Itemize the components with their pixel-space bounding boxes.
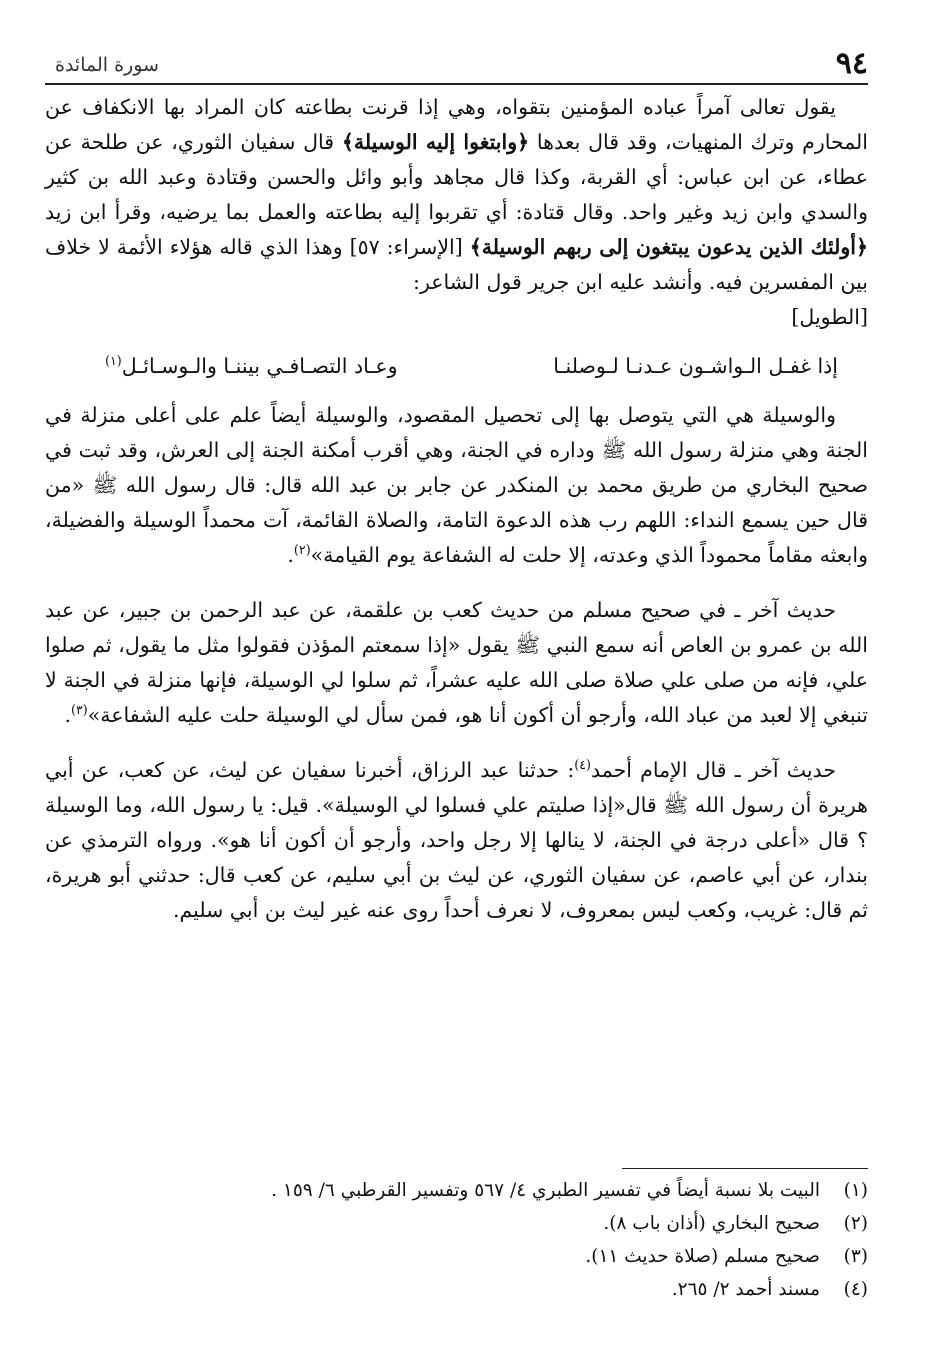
footnote-item	[45, 1174, 868, 1207]
footnote-number: (١)	[843, 1180, 868, 1201]
footnote-text: البيت بلا نسبة أيضاً في تفسير الطبري ٤/ ٥٦٧ وتفسير القرطبي ٦/ ١٥٩ .	[271, 1180, 820, 1201]
footnote-number: (٤)	[843, 1279, 868, 1300]
surah-name: سورة المائدة	[55, 54, 159, 76]
footnote-item	[45, 1240, 868, 1273]
footnote-ref-2: (٢)	[293, 542, 311, 558]
paragraph-3-text: حديث آخر ـ في صحيح مسلم من حديث كعب بن علقمة، عن عبد الرحمن بن جبير، عن عبد الله بن عمرو بن العاص أنه سمع النبي ﷺ يقول «إذا سمعتم المؤذن فقولوا مثل ما يقول، ثم صلوا علي، فإنه من صلى علي صلاة صلى الله عليه عشراً، ثم سلوا لي الوسيلة، فإنها منزلة في الجنة لا تنبغي إلا لعبد من عباد الله، وأرجو أن أكون أنا هو، فمن سأل لي الوسيلة حلت عليه الشفاعة»	[45, 598, 868, 727]
paragraph-1-text-c: [الإسراء: ٥٧] وهذا الذي قاله هؤلاء الأئمة لا خلاف بين المفسرين فيه. وأنشد عليه ابن جرير قول الشاعر:	[45, 235, 868, 294]
footnote-ref-4: (٤)	[574, 757, 591, 773]
poem-hemistich-2: وعـاد التصـافـي بيننـا والـوسـائـل	[121, 354, 398, 378]
quran-quote-1: ﴿وابتغوا إليه الوسيلة﴾	[341, 130, 530, 154]
paragraph-2	[45, 398, 868, 573]
footnote-rule	[622, 1168, 868, 1169]
header-rule	[45, 83, 868, 85]
paragraph-2-end: .	[287, 543, 294, 567]
footnote-text: صحيح مسلم (صلاة حديث ١١).	[585, 1246, 820, 1267]
paragraph-1-text-b: قال سفيان الثوري، عن طلحة عن عطاء، عن ابن عباس: أي القربة، وكذا قال مجاهد وأبو وائل والحسن وقتادة وعبد الله بن كثير والسدي وابن زيد وغير واحد. وقال قتادة: أي تقربوا إليه بطاعته والعمل بما يرضيه، وقرأ ابن زيد	[45, 130, 868, 224]
footnote-item	[45, 1207, 868, 1240]
footnote-text: صحيح البخاري (أذان باب ٨).	[603, 1213, 820, 1234]
quran-quote-2: ﴿أولئك الذين يدعون يبتغون إلى ربهم الوسيلة﴾	[469, 235, 868, 259]
footnote-ref-1: (١)	[105, 353, 122, 369]
footnote-number: (٣)	[843, 1246, 868, 1267]
footnote-text: مسند أحمد ٢/ ٢٦٥.	[671, 1279, 820, 1300]
footnotes	[45, 1174, 868, 1306]
footnote-ref-3: (٣)	[70, 702, 88, 718]
paragraph-3-end: .	[64, 703, 71, 727]
poem-verse	[45, 349, 868, 384]
paragraph-4	[45, 753, 868, 928]
footnote-number: (٢)	[843, 1213, 868, 1234]
poem-hemistich-1: إذا غفـل الـواشـون عـدنـا لـوصلنـا	[553, 354, 838, 378]
page-header	[45, 48, 868, 82]
poem-hemistich-2-wrap	[105, 349, 398, 384]
main-text	[45, 90, 868, 928]
paragraph-1-text-a: يقول تعالى آمراً عباده المؤمنين بتقواه، وهي إذا قرنت بطاعته كان المراد بها الانكفاف عن المحارم وترك المنهيات، وقد قال بعدها	[45, 95, 868, 154]
paragraph-4-text-b: : حدثنا عبد الرزاق، أخبرنا سفيان عن ليث، عن كعب، عن أبي هريرة أن رسول الله ﷺ قال«إذا صليتم علي فسلوا لي الوسيلة». قيل: يا رسول الله، وما الوسيلة ؟ قال «أعلى درجة في الجنة، لا ينالها إلا رجل واحد، وأرجو أن أكون أنا هو». ورواه الترمذي عن بندار، عن أبي عاصم، عن سفيان الثوري، عن ليث بن أبي سليم، عن كعب قال: حدثني أبو هريرة، ثم قال: غريب، وكعب ليس بمعروف، لا نعرف أحداً روى عنه غير ليث بن أبي سليم.	[45, 758, 868, 922]
paragraph-4-text-a: حديث آخر ـ قال الإمام أحمد	[591, 758, 836, 782]
poem-meter: [الطويل]	[791, 305, 868, 329]
paragraph-3	[45, 593, 868, 733]
paragraph-2-text: والوسيلة هي التي يتوصل بها إلى تحصيل المقصود، والوسيلة أيضاً علم على أعلى منزلة في الجنة وهي منزلة رسول الله ﷺ وداره في الجنة، وهي أقرب أمكنة الجنة إلى العرش، وقد ثبت في صحيح البخاري من طريق محمد بن المنكدر عن جابر بن عبد الله قال: قال رسول الله ﷺ «من قال حين يسمع النداء: اللهم رب هذه الدعوة التامة، والصلاة القائمة، آت محمداً الوسيلة والفضيلة، وابعثه مقاماً محموداً الذي وعدته، إلا حلت له الشفاعة يوم القيامة»	[45, 403, 868, 567]
page-number: ٩٤	[835, 46, 868, 81]
paragraph-1	[45, 90, 868, 300]
footnote-item	[45, 1273, 868, 1306]
